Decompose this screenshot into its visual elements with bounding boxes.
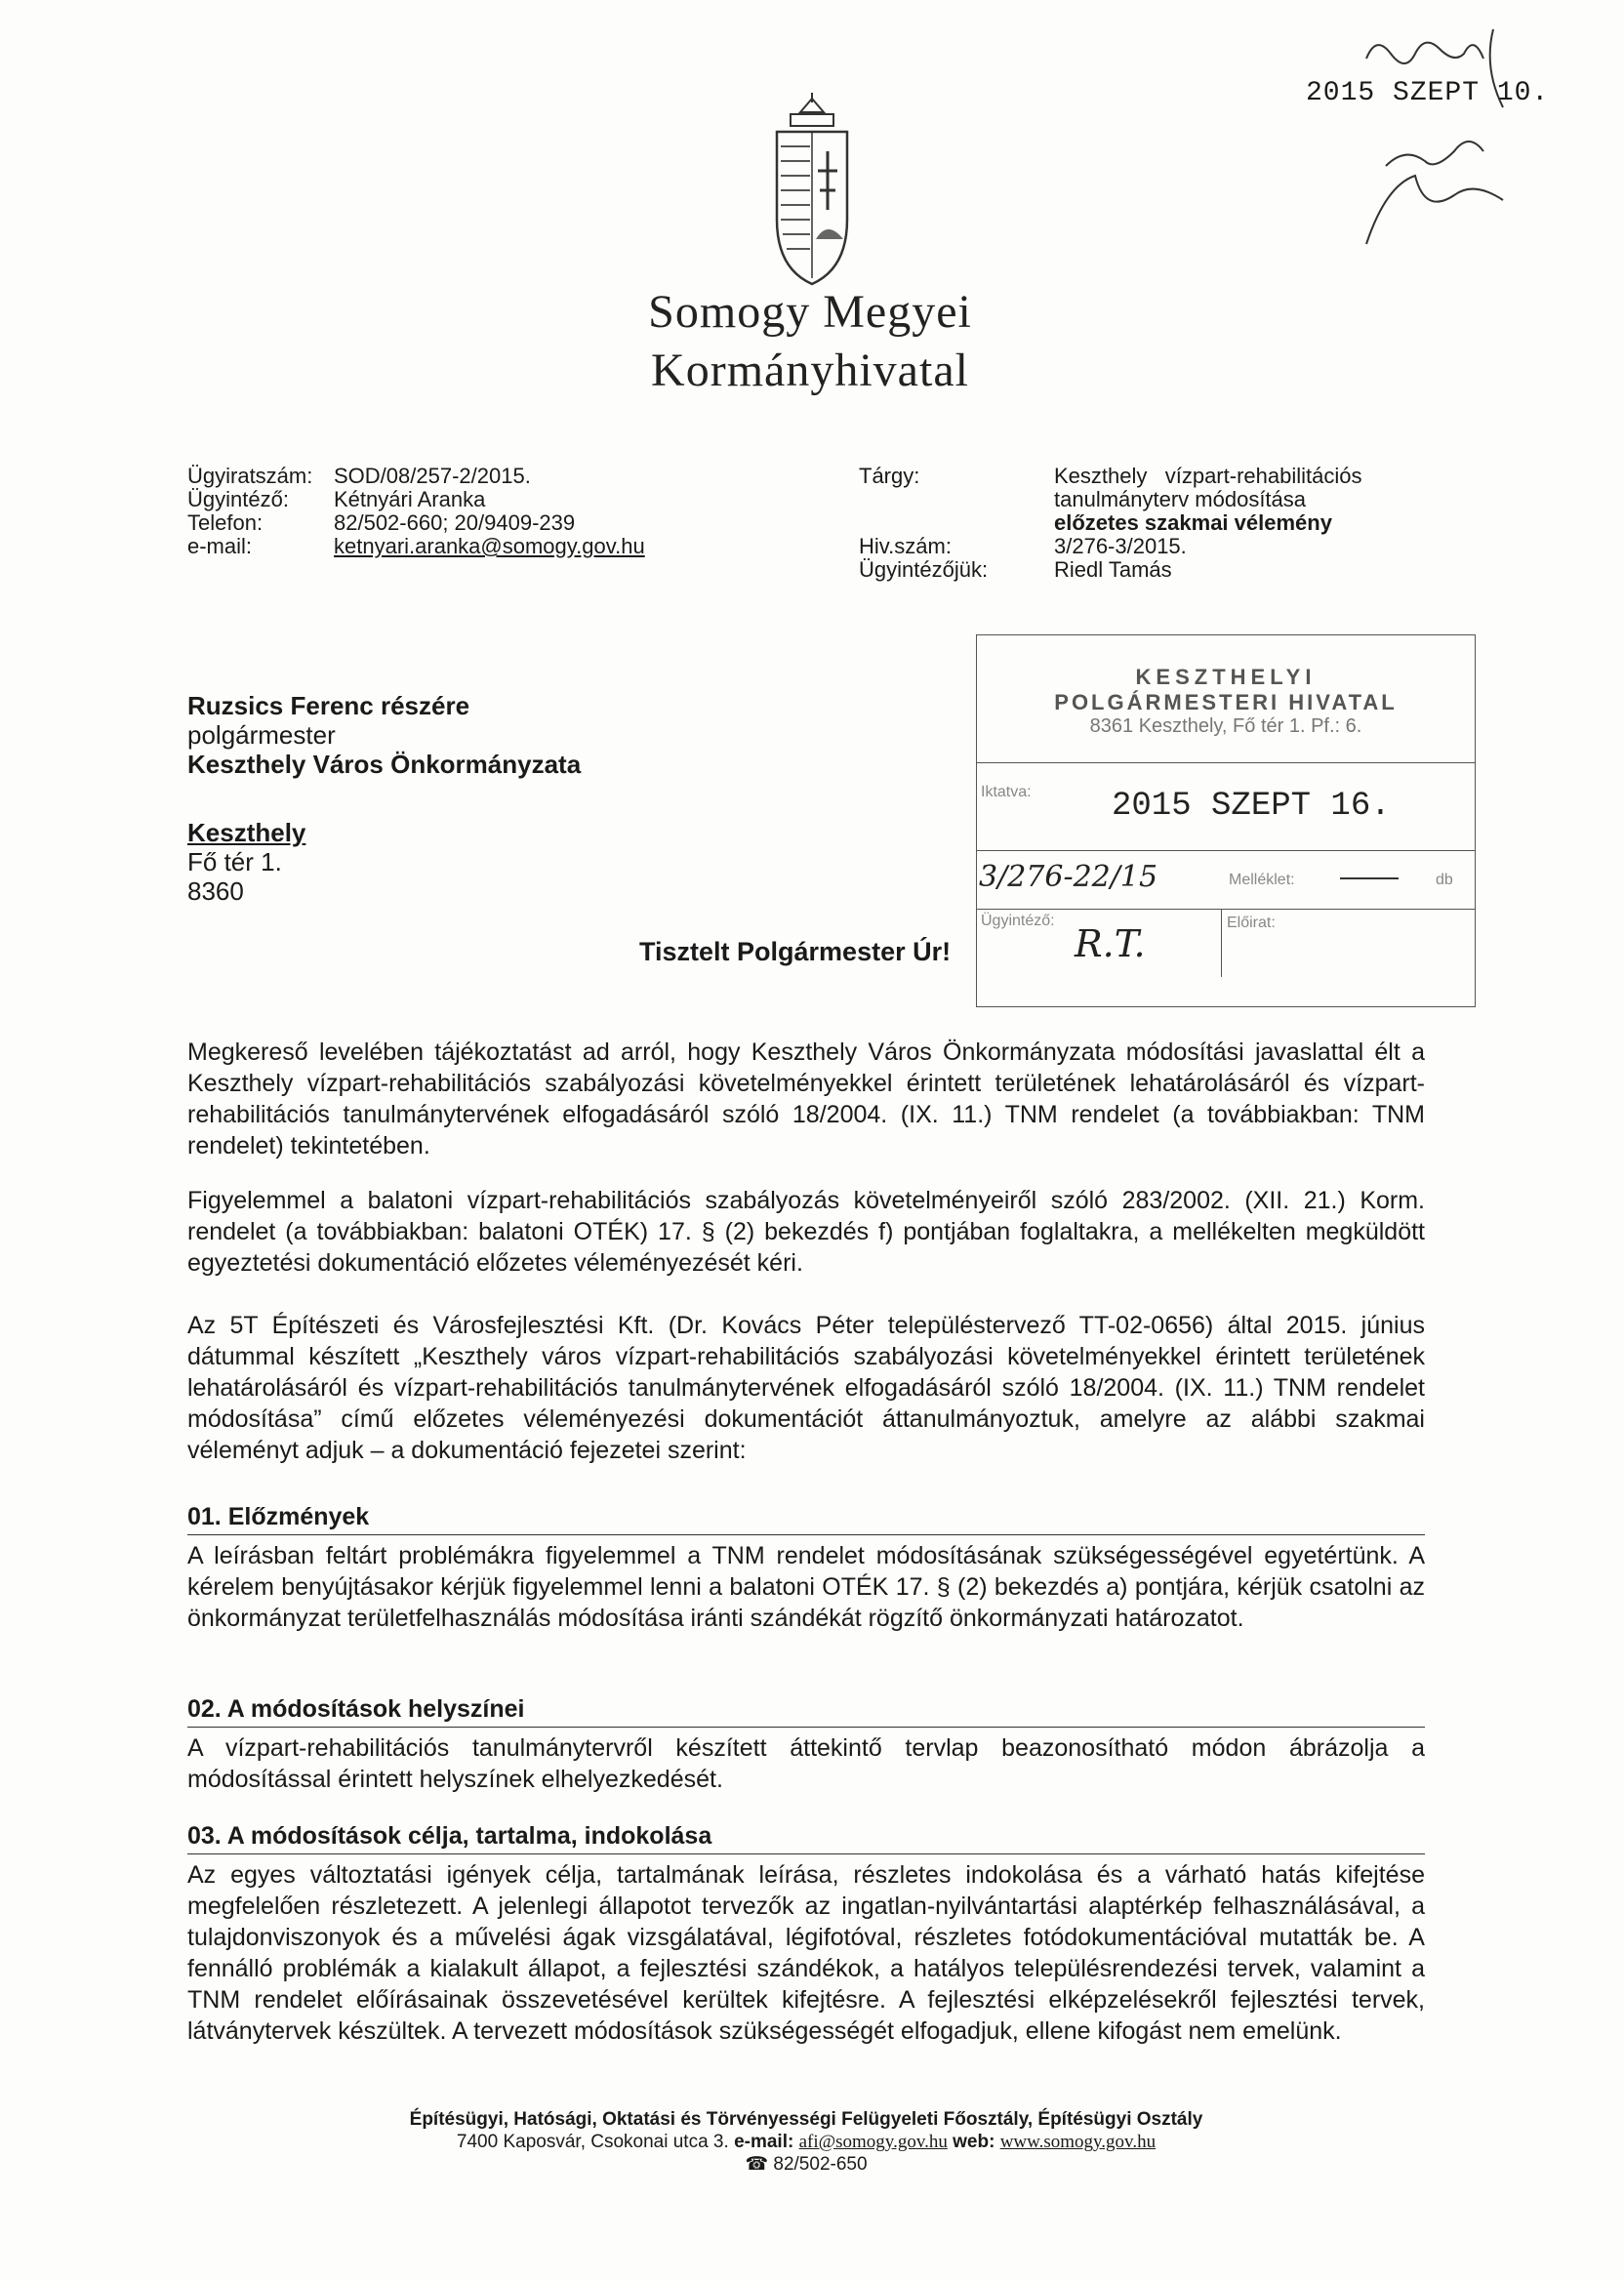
their-handler: Riedl Tamás [1054, 557, 1172, 582]
subject-line: tanulmányterv módosítása [1054, 487, 1307, 511]
attachment-label: Melléklet: [1229, 872, 1295, 888]
handwritten-annotation [1347, 20, 1542, 273]
precedent-label: Előirat: [1227, 915, 1276, 931]
section-text: Az egyes változtatási igények célja, tartalmának leírása, részletes indokolása és a várható hatás kifejtése megfelelően részletezett. A jelenlegi állapotot tervezők az ingatlan-nyilvántartási alaptérkép felhasználásával, a tulajdonviszonyok és a művelési ágak vizsgálatával, légifotóval, részletes fotódokumentációval mutatták be. A fennálló problémák a kialakult állapot, a fejlesztési szándékok, a hatályos településrendezési tervek, valamint a TNM rendelet előírásainak összevetésével kerültek kifejtésre. A fejlesztési elképzelésekről fejlesztési tervek, látványtervek készültek. A tervezett módosítások szükségességét elfogadjuk, ellene kifogást nem emelünk. [187, 1861, 1425, 2045]
meta-label: Telefon: [187, 510, 264, 535]
section-heading: 01. Előzmények [187, 1503, 1425, 1535]
stamp-header [977, 635, 1475, 763]
attachment-dash [1340, 877, 1399, 879]
attachment-unit: db [1436, 872, 1453, 888]
meta-labels [187, 465, 334, 558]
section-text: A vízpart-rehabilitációs tanulmánytervről készített áttekintő tervlap beazonosítható módon ábrázolja a módosítással érintett helyszínek elhelyezkedését. [187, 1734, 1425, 1793]
addressee-city: Keszthely [187, 818, 306, 847]
meta-values [334, 465, 783, 558]
footer-web-label: web: [953, 2132, 995, 2152]
subject-label: Tárgy: [859, 464, 920, 488]
ref-number: 3/276-3/2015. [1054, 534, 1187, 558]
subject-line: előzetes szakmai vélemény [1054, 510, 1332, 535]
addressee-org: Keszthely Város Önkormányzata [187, 750, 582, 779]
registration-stamp [976, 634, 1476, 1007]
stamp-address: 8361 Keszthely, Fő tér 1. Pf.: 6. [1089, 715, 1362, 737]
addressee-title: polgármester [187, 720, 336, 750]
meta-label: Ügyintéző: [187, 487, 289, 511]
subject-labels [859, 465, 1035, 582]
salutation: Tisztelt Polgármester Úr! [639, 937, 952, 966]
handler-label: Ügyintézőjük: [859, 557, 989, 582]
stamp-filed-row [977, 762, 1475, 851]
footer-web-link[interactable]: www.somogy.gov.hu [999, 2132, 1157, 2152]
section-text: A leírásban feltárt problémákra figyelemmel a TNM rendelet módosításának szükségességével egyetértünk. A kérelem benyújtásakor kérjük figyelemmel lenni a balatoni OTÉK 17. § (2) bekezdés a) pontjára, kérjük csatolni az önkormányzat területfelhasználás módosítása iránti szándékát rögzítő önkormányzati határozatot. [187, 1542, 1425, 1632]
phone-number: 82/502-660; 20/9409-239 [334, 510, 576, 535]
meta-label: Ügyiratszám: [187, 464, 313, 488]
addressee-zip: 8360 [187, 876, 244, 906]
section-heading: 03. A módosítások célja, tartalma, indokolása [187, 1822, 1425, 1854]
email-link[interactable]: ketnyari.aranka@somogy.gov.hu [334, 534, 645, 558]
org-name-line1: Somogy Megyei [648, 286, 972, 338]
handler-initials: R.T. [1075, 922, 1146, 965]
handler-label: Ügyintéző: [981, 913, 1055, 929]
case-number: SOD/08/257-2/2015. [334, 464, 531, 488]
received-date-stamp: 2015 SZEPT 10. [1306, 78, 1550, 108]
meta-label: e-mail: [187, 534, 253, 558]
stamp-office: KESZTHELYI [1135, 665, 1317, 689]
ref-label: Hiv.szám: [859, 534, 952, 558]
footer-address: 7400 Kaposvár, Csokonai utca 3. [456, 2132, 729, 2152]
case-handler: Kétnyári Aranka [334, 487, 486, 511]
filed-label: Iktatva: [981, 784, 1032, 800]
footer-email-link[interactable]: afi@somogy.gov.hu [798, 2132, 948, 2152]
footer-contact [187, 2131, 1425, 2153]
file-number: 3/276-22/15 [979, 860, 1158, 894]
subject-line: Keszthely vízpart-rehabilitációs [1054, 464, 1362, 488]
org-name-line2: Kormányhivatal [651, 345, 969, 396]
coat-of-arms-icon [771, 93, 853, 288]
section-heading: 02. A módosítások helyszínei [187, 1695, 1425, 1728]
paragraph: Az 5T Építészeti és Városfejlesztési Kft. (Dr. Kovács Péter településtervező TT-02-0656) által 2015. június dátummal készített „Keszthely város vízpart-rehabilitációs szabályozási követelményekkel érintett területének lehatárolásáról és vízpart-rehabilitációs tanulmánytervének elfogadásáról szóló 18/2004. (IX. 11.) TNM rendelet módosítása” című előzetes véleményezési dokumentációt áttanulmányoztuk, amelyre az alábbi szakmai véleményt adjuk – a dokumentáció fejezetei szerint: [187, 1312, 1425, 1464]
paragraph: Figyelemmel a balatoni vízpart-rehabilitációs szabályozás követelményeiről szóló 283/2002. (XII. 21.) Korm. rendelet (a továbbiakban: balatoni OTÉK) 17. § (2) bekezdés f) pontjában foglaltakra, a mellékelten megküldött egyeztetési dokumentáció előzetes véleményezését kéri. [187, 1187, 1425, 1277]
footer-department: Építésügyi, Hatósági, Oktatási és Törvényességi Felügyeleti Főosztály, Építésügyi Osztály [409, 2109, 1203, 2130]
stamp-office-name: POLGÁRMESTERI HIVATAL [1054, 690, 1398, 714]
addressee-address [187, 818, 305, 906]
stamp-handler-row [977, 909, 1475, 1006]
footer-phone: ☎ 82/502-650 [745, 2154, 868, 2175]
subject-values [1054, 465, 1444, 582]
addressee-name: Ruzsics Ferenc részére [187, 691, 470, 720]
addressee-block [187, 691, 581, 779]
paragraph: Megkereső levelében tájékoztatást ad arról, hogy Keszthely Város Önkormányzata módosítási javaslattal élt a Keszthely vízpart-rehabilitációs szabályozási követelményekkel érintett területének lehatárolásáról és vízpart-rehabilitációs tanulmánytervének elfogadásáról szóló 18/2004. (IX. 11.) TNM rendelet (a továbbiakban: TNM rendelet) tekintetében. [187, 1038, 1425, 1160]
stamp-number-row [977, 850, 1475, 910]
filed-date: 2015 SZEPT 16. [1112, 788, 1391, 825]
addressee-street: Fő tér 1. [187, 847, 282, 876]
footer-email-label: e-mail: [734, 2132, 794, 2152]
